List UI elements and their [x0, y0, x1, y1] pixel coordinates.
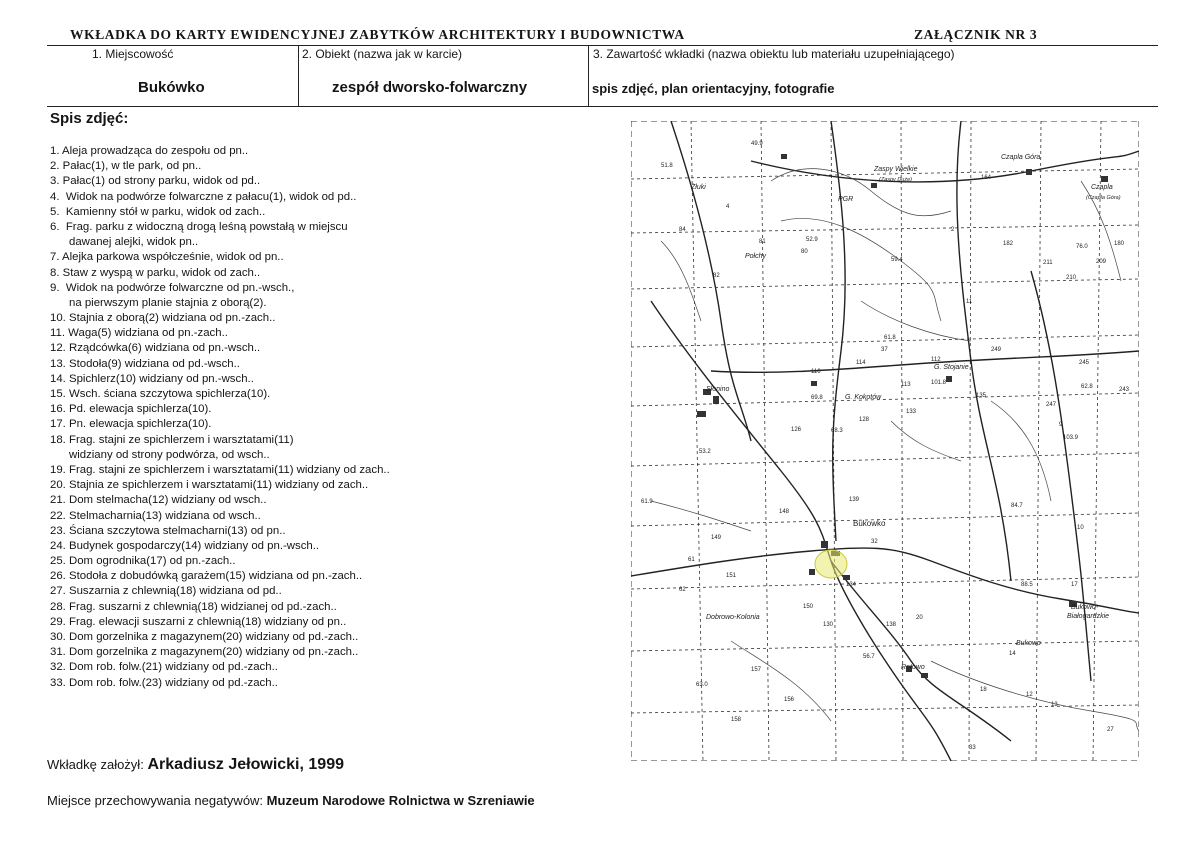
map-label: 128 [859, 417, 870, 423]
map-label: Żłuki [691, 184, 706, 191]
map-label: 68.3 [831, 428, 843, 434]
page-title: WKŁADKA DO KARTY EWIDENCYJNEJ ZABYTKÓW ARCHITEKTURY I BUDOWNICTWA [70, 27, 685, 42]
map-label: 14 [1009, 651, 1016, 657]
photo-list-item: 5. Kamienny stół w parku, widok od zach.. [50, 205, 266, 218]
map-label: 151 [726, 573, 737, 579]
column-divider-1 [298, 45, 299, 107]
map-label: 61.9 [641, 499, 653, 505]
map-label: Zaspy Wielkie [874, 166, 918, 173]
photo-list-item: 17. Pn. elewacja spichlerza(10). [50, 418, 212, 431]
map-label: 210 [1066, 275, 1077, 281]
map-label: 101.8 [931, 380, 947, 386]
map-label: 17 [1071, 582, 1078, 588]
map-label: 249 [991, 347, 1002, 353]
map-label: 51.8 [661, 163, 673, 169]
photo-list-item: 21. Dom stelmacha(12) widziany od wsch.. [50, 494, 267, 507]
map-label: 156 [784, 697, 795, 703]
locality-label: 1. Miejscowość [92, 47, 174, 61]
storage-label: Miejsce przechowywania negatywów: [47, 793, 264, 808]
photo-list-item: 7. Alejka parkowa współcześnie, widok od pn.. [50, 251, 284, 264]
map-label: 113 [901, 382, 911, 388]
map-label: 76.0 [1076, 244, 1088, 250]
photo-list-item: 6. Frag. parku z widoczną drogą leśną powstałą w miejscu [50, 220, 348, 233]
map-label: 158 [731, 717, 742, 723]
photo-list-item: 11. Waga(5) widziana od pn.-zach.. [50, 327, 228, 340]
map-label: G. Kokotów [845, 394, 882, 401]
map-label: 52.9 [806, 237, 818, 243]
map-label: 133 [906, 409, 917, 415]
column-divider-2 [588, 45, 589, 107]
photo-list-item: 15. Wsch. ściana szczytowa spichlerza(10). [50, 388, 271, 400]
map-label: 81 [759, 239, 766, 245]
map-label: 134 [846, 582, 857, 588]
map-label: PGR [838, 196, 854, 203]
map-label: 62.8 [1081, 384, 1093, 390]
header-divider-top [47, 45, 1158, 46]
photo-list-item: 33. Dom rob. folw.(23) widziany od pd.-zach.. [50, 676, 278, 689]
author-label: Wkładkę założył: [47, 757, 144, 772]
photo-list-item: 9. Widok na podwórze folwarczne od pn.-wsch., [50, 281, 295, 294]
contents-label: 3. Zawartość wkładki (nazwa obiektu lub materiału uzupełniającego) [593, 47, 955, 61]
map-label: 9 [1059, 422, 1063, 428]
map-label: Dobrowo-Kolonia [706, 614, 760, 621]
photo-list-item: na pierwszym planie stajnia z oborą(2). [50, 296, 267, 309]
map-label: (Czapla Góra) [1086, 195, 1121, 201]
author-name: Arkadiusz Jełowicki, 1999 [147, 756, 344, 773]
map-label: 63.0 [696, 682, 708, 688]
photo-list [50, 144, 390, 691]
map-label: 4 [726, 204, 730, 210]
map-label: 33 [969, 745, 976, 751]
map-label: Bukowo [1016, 640, 1041, 647]
map-label: 148 [779, 509, 790, 515]
map-label: 88.5 [1021, 582, 1033, 588]
object-value: zespół dworsko-folwarczny [332, 79, 528, 96]
author-line [47, 756, 344, 774]
map-label: Połchy [745, 253, 767, 260]
map-label: 84 [679, 227, 686, 233]
photo-list-item: 1. Aleja prowadząca do zespołu od pn.. [50, 145, 249, 157]
map-label: 18 [980, 687, 987, 693]
photo-list-item: 10. Stajnia z oborą(2) widziana od pn.-zach.. [50, 312, 276, 325]
map-label: Białogardzkie [1067, 613, 1110, 620]
map-label: 53.2 [699, 449, 711, 455]
map-label: 114 [856, 360, 866, 366]
map-label: 12 [1026, 692, 1033, 698]
photo-list-item: 8. Staw z wyspą w parku, widok od zach.. [50, 266, 261, 279]
map-label: 59.4 [891, 257, 903, 263]
photo-list-item: 26. Stodoła z dobudówką garażem(15) widziana od pn.-zach.. [50, 570, 363, 583]
map-label: (Zaspy Duże) [879, 177, 913, 183]
map-label: 56.7 [863, 654, 875, 660]
photo-list-item: 30. Dom gorzelnika z magazynem(20) widziany od pd.-zach.. [50, 631, 359, 643]
map-label: 211 [1043, 260, 1053, 266]
map-label: Rotowo [901, 664, 925, 671]
contents-value: spis zdjęć, plan orientacyjny, fotografie [592, 81, 835, 96]
map-label: 126 [791, 427, 802, 433]
photo-list-item: 23. Ściana szczytowa stelmacharni(13) od pn.. [50, 524, 286, 537]
map-label: 245 [1079, 360, 1090, 366]
photo-list-item: 13. Stodoła(9) widziana od pd.-wsch.. [50, 357, 240, 370]
storage-line [47, 793, 535, 808]
map-label: 69.8 [811, 395, 823, 401]
map-label: 164 [981, 175, 992, 181]
photo-list-item: 4. Widok na podwórze folwarczne z pałacu(1), widok od pd.. [50, 190, 357, 203]
map-label: Słonino [706, 386, 730, 393]
map-label: 149 [711, 535, 722, 541]
map-label: 49.9 [751, 141, 763, 147]
photo-list-item: 14. Spichlerz(10) widziany od pn.-wsch.. [50, 372, 254, 385]
photo-list-item: 3. Pałac(1) od strony parku, widok od pd.. [50, 175, 261, 188]
map-label: Bukowko [853, 519, 886, 528]
photo-list-item: 12. Rządcówka(6) widziana od pn.-wsch.. [50, 342, 261, 355]
map-label: 80 [801, 249, 808, 255]
manor-highlight [815, 550, 847, 578]
map-label: 61.8 [884, 335, 896, 341]
attachment-label: ZAŁĄCZNIK NR 3 [914, 27, 1038, 42]
map-label: 135 [976, 393, 987, 399]
photo-list-item: 16. Pd. elewacja spichlerza(10). [50, 403, 212, 416]
photo-list-item: 29. Frag. elewacji suszarni z chlewnią(18) widziany od pn.. [50, 615, 347, 628]
photo-list-item: 25. Dom ogrodnika(17) od pn.-zach.. [50, 555, 236, 568]
map-label: 82 [713, 273, 720, 279]
photo-list-item: 28. Frag. suszarni z chlewnią(18) widzianej od pd.-zach.. [50, 600, 337, 613]
map-label: 116 [811, 369, 821, 375]
map-label: 130 [823, 622, 834, 628]
photo-list-item: 19. Frag. stajni ze spichlerzem i warsztatami(11) widziany od zach.. [50, 463, 390, 476]
map-label: 157 [751, 667, 762, 673]
topographic-map [631, 121, 1139, 761]
photo-list-item: 31. Dom gorzelnika z magazynem(20) widziany od pn.-zach.. [50, 646, 359, 659]
map-label: 138 [886, 622, 897, 628]
map-label: 150 [803, 604, 814, 610]
photo-list-item: dawanej alejki, widok pn.. [50, 236, 199, 249]
object-label: 2. Obiekt (nazwa jak w karcie) [302, 47, 463, 61]
photo-list-item: 27. Suszarnia z chlewnią(18) widziana od pd.. [50, 585, 282, 598]
map-label: 180 [1114, 241, 1125, 247]
map-label: 2 [951, 227, 955, 233]
map-label: G. Stojanie [934, 364, 969, 371]
map-label: 27 [1107, 727, 1114, 733]
map-label: 37 [881, 347, 888, 353]
map-label: 243 [1119, 387, 1130, 393]
header-divider-bottom [47, 106, 1158, 107]
photo-list-title: Spis zdjęć: [50, 110, 129, 127]
storage-name: Muzeum Narodowe Rolnictwa w Szreniawie [266, 793, 535, 808]
map-label: 62 [679, 587, 686, 593]
map-label: 112 [931, 357, 941, 363]
map-label: Bukowo- [1071, 604, 1099, 611]
map-label: 103.9 [1063, 435, 1079, 441]
photo-list-item: 32. Dom rob. folw.(21) widziany od pd.-zach.. [50, 661, 278, 674]
map-label: 11 [966, 299, 973, 305]
map-label: 84.7 [1011, 503, 1023, 509]
map-label: Czapla Góra [1001, 154, 1041, 161]
map-label: 247 [1046, 402, 1057, 408]
photo-list-item: 18. Frag. stajni ze spichlerzem i warsztatami(11) [50, 433, 294, 446]
locality-value: Bukówko [138, 79, 205, 96]
map-label: 10 [1077, 525, 1084, 531]
photo-list-item: 20. Stajnia ze spichlerzem i warsztatami(11) widziany od zach.. [50, 479, 369, 492]
photo-list-item: widziany od strony podwórza, od wsch.. [50, 448, 270, 461]
photo-list-item: 24. Budynek gospodarczy(14) widziany od pn.-wsch.. [50, 539, 320, 552]
photo-list-item: 2. Pałac(1), w tle park, od pn.. [50, 160, 202, 173]
map-label: 209 [1096, 259, 1107, 265]
map-label: 182 [1003, 241, 1014, 247]
map-label: 139 [849, 497, 860, 503]
map-label: Czapla [1091, 184, 1113, 191]
map-label: 32 [871, 539, 878, 545]
map-label: 61 [688, 557, 695, 563]
orientation-map [631, 121, 1139, 761]
photo-list-item: 22. Stelmacharnia(13) widziana od wsch.. [50, 509, 261, 522]
map-label: 13 [1051, 702, 1058, 708]
map-label: 20 [916, 615, 923, 621]
